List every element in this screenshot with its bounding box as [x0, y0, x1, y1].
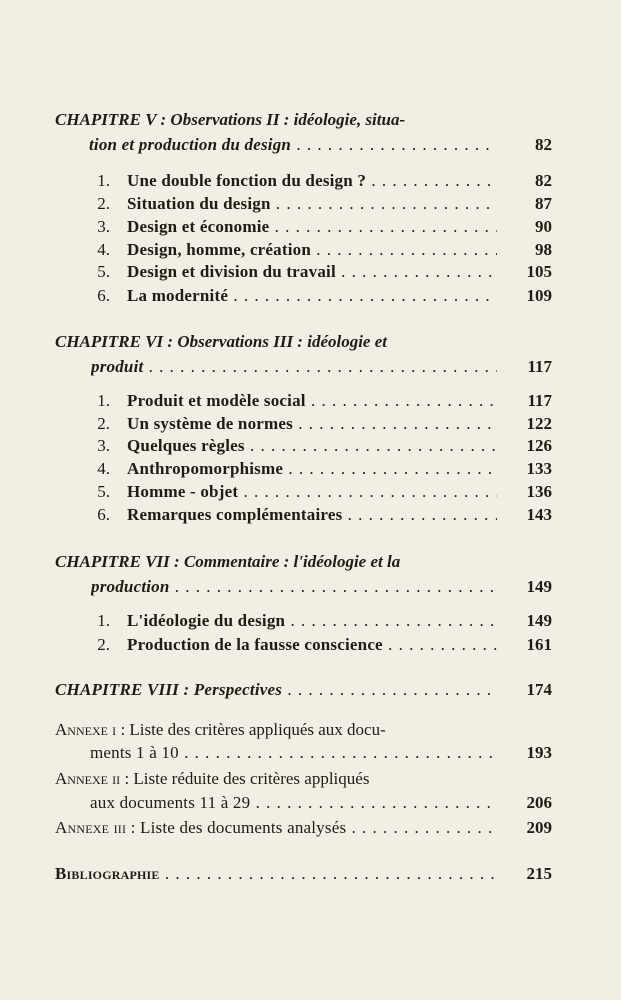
annex-1-title-cont [0, 740, 621, 766]
chapter-title: Perspectives [193, 680, 283, 699]
section-title: Design et économie . . . [127, 214, 497, 240]
page-number: 206 [526, 793, 552, 812]
page-number: 215 [526, 864, 552, 883]
chapter-title: Commentaire : l'idéologie et la [183, 552, 401, 571]
section-title: La modernité . . . [127, 283, 497, 309]
bibliography-label: Bibliographie . . . [55, 861, 497, 887]
section-title: Production de la fausse conscience . . . [127, 632, 497, 658]
section-row [0, 283, 621, 309]
page-number: 90 [535, 217, 552, 236]
annex-label: Annexe i [55, 720, 117, 739]
chapter-title-cont: production . . . [91, 574, 497, 600]
section-row [0, 608, 621, 634]
page-number: 117 [527, 391, 552, 410]
section-number: 1. [97, 391, 110, 410]
page-number: 82 [535, 171, 552, 190]
page-number: 149 [526, 577, 552, 596]
page-number: 174 [526, 680, 552, 699]
chapter-7-title-cont [0, 574, 621, 600]
bibliography-row [0, 861, 621, 887]
annex-2-title-cont [0, 790, 621, 816]
annex-3-heading [0, 815, 621, 841]
annex-title: Liste des critères appliqués aux docu- [129, 720, 386, 739]
section-title: Quelques règles . . . [127, 433, 497, 459]
section-title: Un système de normes . . . [127, 411, 497, 437]
annex-colon: : [116, 720, 130, 739]
annex-label: Annexe iii [55, 818, 127, 837]
section-number: 3. [97, 436, 110, 455]
section-number: 6. [97, 286, 110, 305]
section-title: Anthropomorphisme . . . [127, 456, 497, 482]
section-number: 4. [97, 240, 110, 259]
page-number: 143 [526, 505, 552, 524]
chapter-5-heading [0, 107, 621, 133]
section-number: 2. [97, 194, 110, 213]
annex-title: Liste réduite des critères appliqués [133, 769, 370, 788]
section-title: Une double fonction du design ? . . . [127, 168, 497, 194]
page-number: 82 [535, 135, 552, 154]
chapter-colon: : [179, 680, 194, 699]
section-title: Situation du design . . . [127, 191, 497, 217]
annex-title-cont: ments 1 à 10 . . . [90, 740, 497, 766]
chapter-title: Observations II : idéologie, situa- [170, 110, 406, 129]
section-number: 2. [97, 635, 110, 654]
page-number: 126 [526, 436, 552, 455]
chapter-colon: : [163, 332, 178, 351]
chapter-7-heading [0, 549, 621, 575]
annex-title-cont: aux documents 11 à 29 . . . [90, 790, 497, 816]
chapter-label: CHAPITRE VIII [55, 680, 179, 699]
annex-label: Annexe ii [55, 769, 121, 788]
section-title: Homme - objet . . . [127, 479, 497, 505]
page-number: 193 [526, 743, 552, 762]
chapter-title: Observations III : idéologie et [177, 332, 387, 351]
chapter-title-cont: tion et production du design . . . [89, 132, 497, 158]
section-title: L'idéologie du design . . . [127, 608, 497, 634]
page-number: 149 [526, 611, 552, 630]
section-number: 1. [97, 171, 110, 190]
chapter-6-title-cont [0, 354, 621, 380]
page-number: 117 [527, 357, 552, 376]
chapter-colon: : [169, 552, 184, 571]
chapter-6-heading [0, 329, 621, 355]
section-number: 3. [97, 217, 110, 236]
section-title: Design et division du travail . . . [127, 259, 497, 285]
chapter-colon: : [156, 110, 171, 129]
section-number: 5. [97, 262, 110, 281]
section-row [0, 259, 621, 285]
chapter-label: CHAPITRE VII [55, 552, 170, 571]
annex-colon: : [120, 769, 134, 788]
chapter-label: CHAPITRE VI [55, 332, 164, 351]
chapter-entry [55, 677, 497, 703]
chapter-8-heading [0, 677, 621, 703]
page-number: 98 [535, 240, 552, 259]
section-title: Produit et modèle social . . . [127, 388, 497, 414]
section-number: 5. [97, 482, 110, 501]
page-number: 133 [526, 459, 552, 478]
chapter-label: CHAPITRE V [55, 110, 157, 129]
chapter-title-cont: produit . . . [91, 354, 497, 380]
annex-title: Liste des documents analysés [140, 818, 347, 837]
annex-colon: : [126, 818, 141, 837]
annex-entry [55, 815, 497, 841]
page-number: 87 [535, 194, 552, 213]
chapter-5-title-cont [0, 132, 621, 158]
page-number: 136 [526, 482, 552, 501]
section-title: Remarques complémentaires . . . [127, 502, 497, 528]
section-row [0, 632, 621, 658]
section-number: 2. [97, 414, 110, 433]
page-number: 209 [526, 818, 552, 837]
annex-2-heading [0, 766, 621, 792]
section-title: Design, homme, création . . . [127, 237, 497, 263]
section-number: 4. [97, 459, 110, 478]
page-number: 161 [526, 635, 552, 654]
section-row [0, 502, 621, 528]
section-number: 1. [97, 611, 110, 630]
page-number: 109 [526, 286, 552, 305]
section-number: 6. [97, 505, 110, 524]
page-number: 122 [526, 414, 552, 433]
page-number: 105 [526, 262, 552, 281]
